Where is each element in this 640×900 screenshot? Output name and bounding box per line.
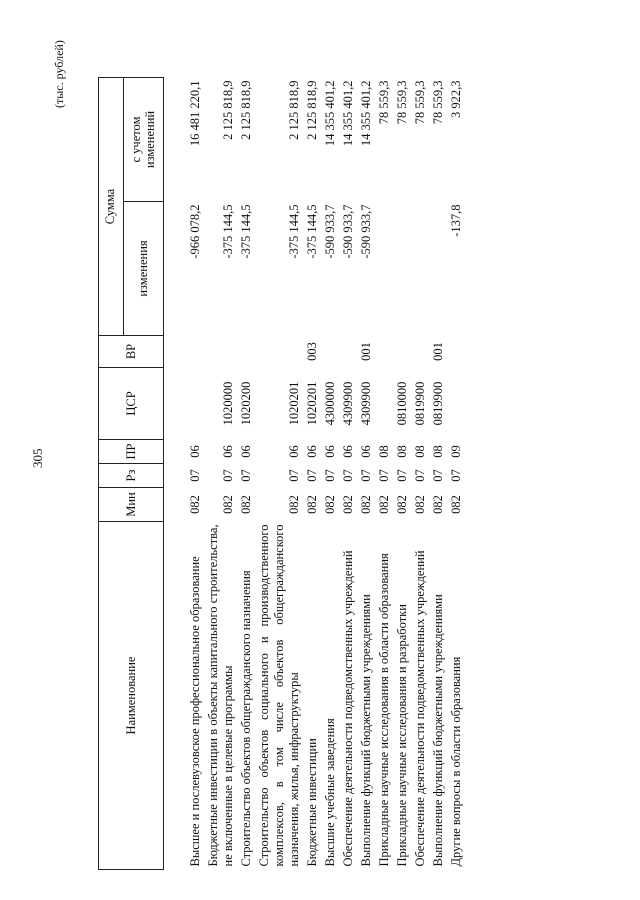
row-pr: 06 <box>239 445 253 458</box>
row-name: Бюджетные инвестиции в объекты капитального строительства, не включенные в целевые программы <box>206 524 235 867</box>
header-change: изменения <box>123 202 163 336</box>
row-total: 78 559,3 <box>413 80 427 125</box>
row-pr: 06 <box>341 445 355 458</box>
row-change: -375 144,5 <box>221 204 235 259</box>
table-row <box>412 78 430 870</box>
row-vr <box>238 336 256 368</box>
row-rz: 07 <box>341 469 355 482</box>
row-csr: 1020200 <box>239 381 253 426</box>
row-min: 082 <box>239 495 253 514</box>
row-pr: 06 <box>287 445 301 458</box>
budget-table <box>98 77 466 870</box>
row-name: Обеспечение деятельности подведомственных учреждений <box>413 550 427 867</box>
row-change <box>394 202 412 336</box>
row-csr: 4309900 <box>359 381 373 426</box>
row-total: 3 922,3 <box>449 80 463 118</box>
row-total: 2 125 818,9 <box>221 80 235 140</box>
row-change: -590 933,7 <box>341 204 355 259</box>
row-rz: 07 <box>287 469 301 482</box>
row-csr: 0819900 <box>413 381 427 426</box>
page-number: 305 <box>30 448 45 468</box>
row-rz: 07 <box>395 469 409 482</box>
row-change: -966 078,2 <box>188 204 202 259</box>
row-rz: 07 <box>359 469 373 482</box>
row-csr: 4300000 <box>323 381 337 426</box>
row-csr: 1020201 <box>287 381 301 426</box>
row-total: 14 355 401,2 <box>323 80 337 147</box>
row-csr: 0810000 <box>395 381 409 426</box>
row-min: 082 <box>305 495 319 514</box>
row-pr: 09 <box>449 445 463 458</box>
row-csr: 1020201 <box>305 381 319 426</box>
header-rz: Рз <box>99 464 164 488</box>
table-row <box>238 78 256 870</box>
table-body <box>164 78 467 870</box>
row-change <box>412 202 430 336</box>
row-name: Строительство объектов социального и производственного комплексов, в том числе объектов общегражданского назначения, жилья, инфраструктуры <box>257 524 301 867</box>
table-header <box>99 78 164 870</box>
row-pr: 08 <box>377 445 391 458</box>
table-row <box>376 78 394 870</box>
row-total: 14 355 401,2 <box>359 80 373 147</box>
table-row <box>394 78 412 870</box>
table-row <box>430 78 448 870</box>
row-change: -375 144,5 <box>305 204 319 259</box>
row-vr <box>340 336 358 368</box>
row-rz: 07 <box>449 469 463 482</box>
row-rz: 07 <box>377 469 391 482</box>
row-min: 082 <box>395 495 409 514</box>
row-vr: 001 <box>359 342 373 361</box>
table-row <box>164 78 206 870</box>
row-rz: 07 <box>239 469 253 482</box>
row-min: 082 <box>431 495 445 514</box>
header-with-change <box>123 78 163 202</box>
row-total: 78 559,3 <box>377 80 391 125</box>
row-rz: 07 <box>323 469 337 482</box>
row-vr <box>164 336 206 368</box>
table-row <box>340 78 358 870</box>
row-name: Высшее и послевузовское профессиональное образование <box>188 556 202 867</box>
row-vr: 003 <box>305 342 319 361</box>
row-total: 16 481 220,1 <box>188 80 202 147</box>
row-pr: 06 <box>221 445 235 458</box>
row-change: -375 144,5 <box>239 204 253 259</box>
header-name: Наименование <box>99 522 164 870</box>
row-name: Прикладные научные исследования в области образования <box>377 553 391 867</box>
row-name: Выполнение функций бюджетными учреждениями <box>431 594 445 867</box>
header-with-change-line2: изменений <box>143 110 158 169</box>
units-label: (тыс. рублей) <box>52 40 66 108</box>
row-csr <box>164 368 206 440</box>
row-vr <box>205 336 238 368</box>
header-with-change-line1: с учетом <box>129 116 144 163</box>
header-sum: Сумма <box>99 78 124 336</box>
header-pr: ПР <box>99 440 164 464</box>
row-vr <box>448 336 466 368</box>
row-total: 2 125 818,9 <box>305 80 319 140</box>
row-total: 78 559,3 <box>431 80 445 125</box>
row-min: 082 <box>221 495 235 514</box>
row-pr: 06 <box>323 445 337 458</box>
row-vr <box>394 336 412 368</box>
row-rz: 07 <box>431 469 445 482</box>
row-name: Высшие учебные заведения <box>323 718 337 867</box>
row-vr: 001 <box>431 342 445 361</box>
row-min: 082 <box>377 495 391 514</box>
row-vr <box>412 336 430 368</box>
table-row <box>304 78 322 870</box>
row-pr: 08 <box>431 445 445 458</box>
row-vr <box>376 336 394 368</box>
row-pr: 06 <box>359 445 373 458</box>
row-change <box>430 202 448 336</box>
row-rz: 07 <box>413 469 427 482</box>
row-pr: 06 <box>305 445 319 458</box>
row-min: 082 <box>287 495 301 514</box>
row-pr: 06 <box>188 445 202 458</box>
row-min: 082 <box>188 495 202 514</box>
row-vr <box>256 336 304 368</box>
table-row <box>205 78 238 870</box>
row-name: Бюджетные инвестиции <box>305 738 319 867</box>
header-min: Мин <box>99 488 164 522</box>
header-vr: ВР <box>99 336 164 368</box>
table-row <box>256 78 304 870</box>
row-rz: 07 <box>188 469 202 482</box>
row-name: Прикладные научные исследования и разработки <box>395 604 409 867</box>
row-pr: 08 <box>413 445 427 458</box>
row-vr <box>322 336 340 368</box>
table-row <box>448 78 466 870</box>
row-total: 14 355 401,2 <box>341 80 355 147</box>
row-csr <box>448 368 466 440</box>
row-min: 082 <box>359 495 373 514</box>
row-name: Обеспечение деятельности подведомственных учреждений <box>341 550 355 867</box>
row-total: 2 125 818,9 <box>287 80 301 140</box>
table-row <box>358 78 376 870</box>
header-csr: ЦСР <box>99 368 164 440</box>
row-min: 082 <box>323 495 337 514</box>
row-name: Строительство объектов общегражданского назначения <box>239 570 253 867</box>
row-change <box>376 202 394 336</box>
row-total: 2 125 818,9 <box>239 80 253 140</box>
row-name: Другие вопросы в области образования <box>449 656 463 867</box>
row-csr: 4309900 <box>341 381 355 426</box>
row-csr <box>376 368 394 440</box>
row-name: Выполнение функций бюджетными учреждениями <box>359 594 373 867</box>
row-rz: 07 <box>305 469 319 482</box>
row-rz: 07 <box>221 469 235 482</box>
row-min: 082 <box>341 495 355 514</box>
row-change: -137,8 <box>449 204 463 237</box>
row-change: -375 144,5 <box>287 204 301 259</box>
row-total: 78 559,3 <box>395 80 409 125</box>
row-pr: 08 <box>395 445 409 458</box>
row-change: -590 933,7 <box>359 204 373 259</box>
row-csr: 0819900 <box>431 381 445 426</box>
row-csr: 1020000 <box>221 381 235 426</box>
table-row <box>322 78 340 870</box>
row-min: 082 <box>413 495 427 514</box>
row-min: 082 <box>449 495 463 514</box>
row-change: -590 933,7 <box>323 204 337 259</box>
